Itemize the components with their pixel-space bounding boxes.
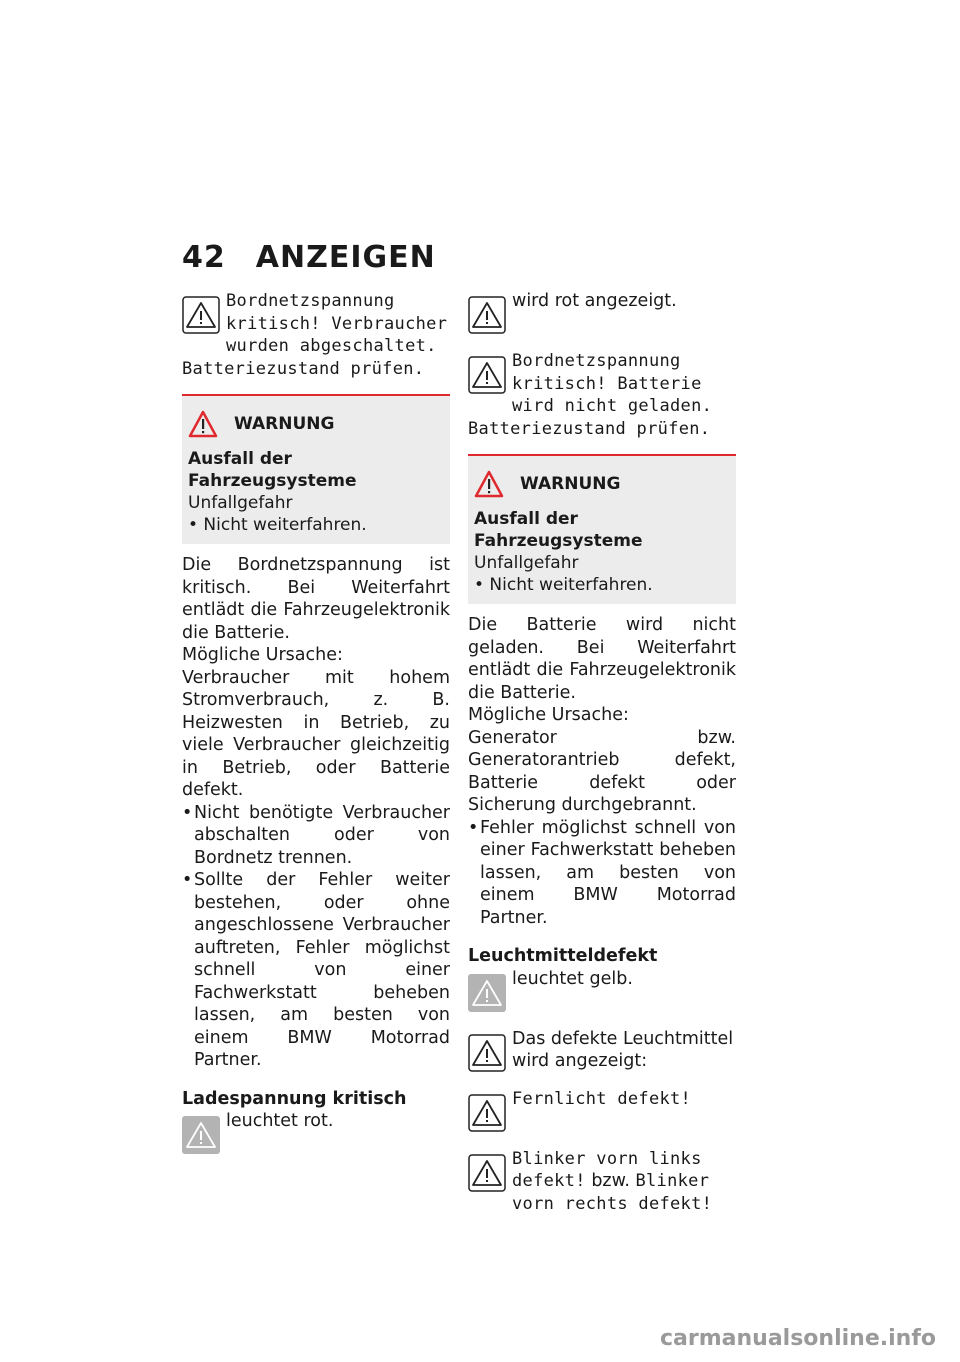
warning-icon	[188, 410, 218, 438]
indicator-block	[182, 1110, 450, 1156]
left-column	[182, 290, 450, 1170]
paragraph: Die Batterie wird nicht geladen. Bei Weiterfahrt entlädt die Fahrzeugelektronik die Batterie.	[468, 615, 736, 703]
cause-label: Mögliche Ursache:	[468, 705, 629, 725]
warning-box	[182, 394, 450, 544]
warning-outline-icon	[468, 1094, 506, 1132]
message-block	[468, 1028, 736, 1074]
list-item: • Nicht benötigte Verbraucher abschalten oder von Bordnetz trennen.	[182, 802, 450, 870]
warning-subtitle: Ausfall der Fahrzeugsysteme	[474, 509, 643, 551]
or-text: bzw.	[591, 1171, 630, 1191]
page-title: ANZEIGEN	[255, 240, 436, 275]
warning-filled-icon	[468, 974, 506, 1012]
warning-title: WARNUNG	[234, 414, 335, 434]
message-block	[468, 290, 736, 336]
warning-outline-icon	[468, 296, 506, 334]
warning-outline-icon	[182, 296, 220, 334]
message-text: Fernlicht defekt!	[512, 1088, 692, 1109]
shown-text: wird rot angezeigt.	[512, 291, 677, 311]
page-number: 42	[182, 240, 226, 275]
message-text: Bordnetzspannung kritisch! Verbraucher wurden abgeschaltet. Batteriezustand prüfen.	[182, 291, 448, 379]
warning-outline-icon	[468, 1034, 506, 1072]
message-text: Blinker vorn rechts defekt!	[512, 1171, 713, 1214]
indicator-text: leuchtet gelb.	[512, 968, 633, 989]
indicator-text: leuchtet rot.	[226, 1111, 334, 1131]
warning-filled-icon	[182, 1116, 220, 1154]
message-block	[182, 290, 450, 380]
warning-title: WARNUNG	[520, 474, 621, 494]
paragraph: Die Bordnetzspannung ist kritisch. Bei Weiterfahrt entlädt die Fahrzeugelektronik die Batterie.	[182, 555, 450, 643]
bullet-list	[182, 802, 450, 1072]
watermark: carmanualsonline.info	[660, 1326, 936, 1351]
cause-text: Verbraucher mit hohem Stromverbrauch, z. B. Heizwesten in Betrieb, zu viele Verbraucher gleichzeitig in Betrieb, oder Batterie defekt.	[182, 667, 450, 800]
message-text: Bordnetzspannung kritisch! Batterie wird nicht geladen. Batteriezustand prüfen.	[468, 351, 713, 439]
section-title: Ladespannung kritisch	[182, 1088, 407, 1109]
warning-box	[468, 454, 736, 604]
warning-text: Unfallgefahr	[188, 493, 293, 513]
section-title: Leuchtmitteldefekt	[468, 946, 658, 966]
message-block	[468, 1148, 736, 1216]
warning-item: • Nicht weiterfahren.	[474, 575, 653, 595]
list-item: • Fehler möglichst schnell von einer Fachwerkstatt beheben lassen, am besten von einem BMW Motorrad Partner.	[468, 817, 736, 930]
message-text: Blinker vorn links defekt!	[512, 1148, 702, 1191]
cause-text: Generator bzw. Generatorantrieb defekt, Batterie defekt oder Sicherung durchgebrannt.	[468, 727, 736, 815]
warning-outline-icon	[468, 1154, 506, 1192]
cause-label: Mögliche Ursache:	[182, 645, 343, 665]
defect-text: Das defekte Leuchtmittel wird angezeigt:	[512, 1028, 734, 1071]
warning-text: Unfallgefahr	[474, 553, 579, 573]
indicator-block	[468, 968, 736, 1014]
warning-subtitle: Ausfall der Fahrzeugsysteme	[188, 449, 357, 491]
message-block	[468, 1088, 736, 1134]
bullet-list	[468, 817, 736, 930]
right-column	[468, 290, 736, 1229]
list-item: • Sollte der Fehler weiter bestehen, oder ohne angeschlossene Verbraucher auftreten, Fehler möglichst schnell von einer Fachwerkstatt beheben lassen, am besten von einem BMW Motorrad Partner.	[182, 869, 450, 1072]
page-header	[182, 240, 436, 275]
warning-outline-icon	[468, 356, 506, 394]
warning-icon	[474, 470, 504, 498]
warning-item: • Nicht weiterfahren.	[188, 515, 367, 535]
message-block	[468, 350, 736, 440]
